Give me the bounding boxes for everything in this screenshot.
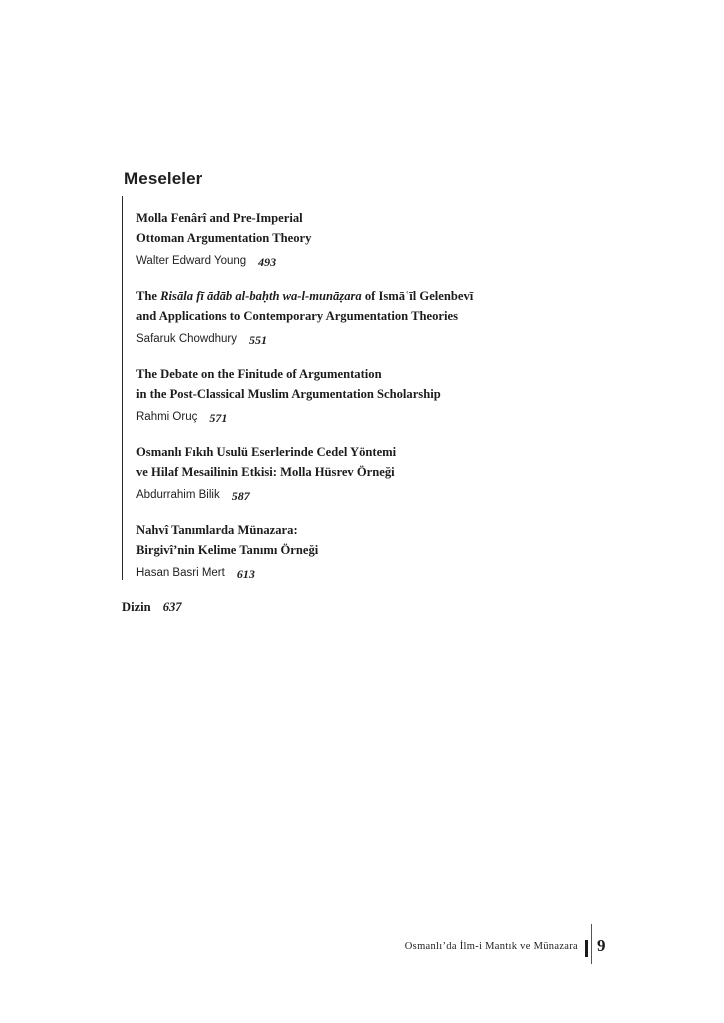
entry-author: Rahmi Oruç	[136, 411, 198, 423]
entry-title-italic: Risāla fī ādāb al-baḥth wa-l-munāẓara	[160, 289, 362, 303]
entry-meta	[136, 407, 636, 425]
entry-title-suffix: of Ismāʿīl Gelenbevī	[361, 289, 474, 303]
entry-title-line: Birgivî’nin Kelime Tanımı Örneği	[136, 543, 319, 557]
entry-page-number[interactable]: 613	[236, 567, 255, 581]
page-footer	[0, 938, 724, 968]
entry-title-prefix: The	[136, 289, 161, 303]
footer-bar-divider	[585, 940, 588, 957]
entry-title-line: Osmanlı Fıkıh Usulü Eserlerinde Cedel Yöntemi	[136, 445, 397, 459]
entry-meta	[136, 563, 636, 581]
entry-title-line: Molla Fenârî and Pre-Imperial	[136, 211, 303, 225]
entry-author: Safaruk Chowdhury	[136, 333, 237, 345]
index-entry[interactable]	[122, 600, 182, 615]
index-page-number[interactable]: 637	[162, 600, 182, 614]
toc-entry[interactable]	[136, 364, 636, 425]
entry-page-number[interactable]: 571	[209, 411, 228, 425]
toc-entry[interactable]	[136, 208, 636, 269]
entry-page-number[interactable]: 587	[231, 489, 250, 503]
entry-title	[136, 286, 636, 326]
entry-page-number[interactable]: 551	[249, 333, 267, 347]
entry-title-line: ve Hilaf Mesailinin Etkisi: Molla Hüsrev Örneği	[136, 465, 395, 479]
entry-title	[136, 208, 636, 248]
entry-title	[136, 520, 636, 560]
index-label: Dizin	[122, 600, 151, 614]
footer-rule-divider	[591, 924, 592, 964]
entry-meta	[136, 251, 636, 269]
toc-list	[122, 196, 643, 580]
entry-meta	[136, 485, 636, 503]
entry-title-line: The Debate on the Finitude of Argumentation	[136, 367, 382, 381]
page-number: 9	[597, 936, 606, 955]
entry-title	[136, 442, 636, 482]
entry-meta	[136, 329, 636, 347]
toc-entry[interactable]	[136, 442, 636, 503]
entry-title-line: Ottoman Argumentation Theory	[136, 231, 312, 245]
entry-title	[136, 364, 636, 404]
entry-page-number[interactable]: 493	[258, 255, 277, 269]
entry-title-line: Nahvî Tanımlarda Münazara:	[136, 523, 298, 537]
entry-author: Walter Edward Young	[136, 255, 247, 267]
entry-title-line: in the Post-Classical Muslim Argumentation Scholarship	[136, 387, 441, 401]
section-title: Meseleler	[124, 169, 203, 188]
entry-author: Hasan Basri Mert	[136, 567, 225, 579]
toc-entry[interactable]	[136, 520, 636, 581]
toc-entry[interactable]	[136, 286, 636, 347]
entry-author: Abdurrahim Bilik	[136, 489, 220, 501]
running-footer-title: Osmanlı’da İlm-i Mantık ve Münazara	[404, 941, 578, 952]
entry-title-line: and Applications to Contemporary Argumentation Theories	[136, 309, 458, 323]
